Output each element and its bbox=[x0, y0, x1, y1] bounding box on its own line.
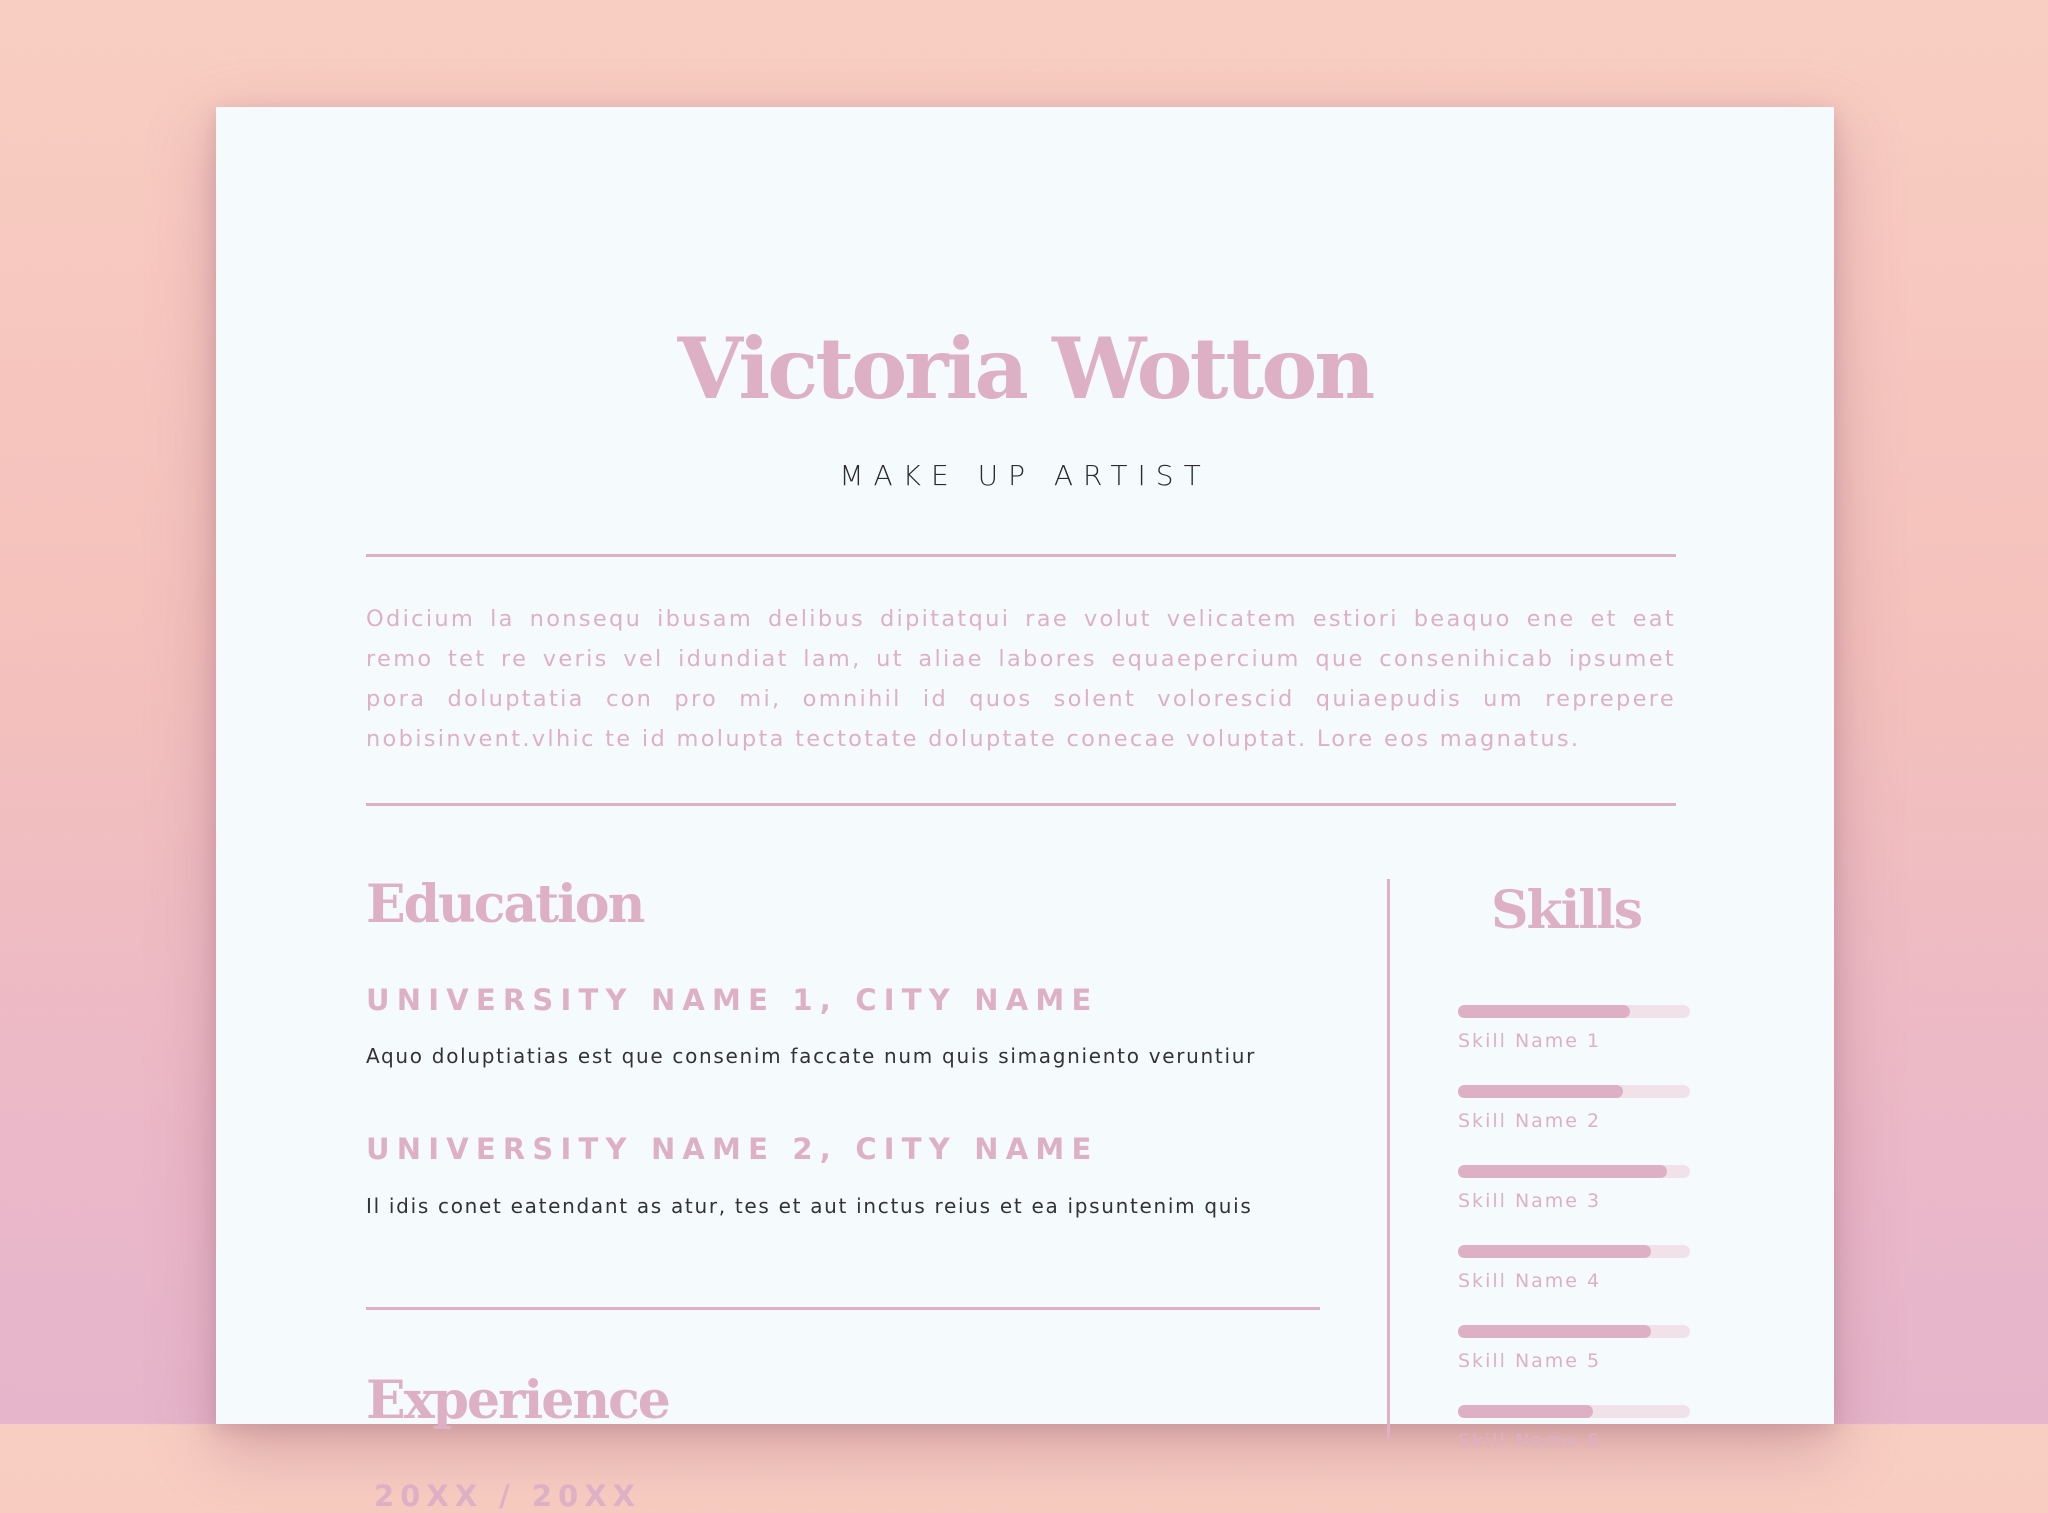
skill-bar-track bbox=[1458, 1325, 1690, 1338]
skill-bar-fill bbox=[1458, 1085, 1623, 1098]
education-heading: Education bbox=[366, 874, 644, 935]
divider-education bbox=[366, 1307, 1320, 1310]
education-description-1: Aquo doluptiatias est que consenim faccate num quis simagniento veruntiur bbox=[366, 1044, 1257, 1068]
skill-bar-track bbox=[1458, 1165, 1690, 1178]
skill-bar-fill bbox=[1458, 1405, 1593, 1418]
skill-label: Skill Name 5 bbox=[1458, 1350, 1602, 1372]
experience-years: 20XX / 20XX bbox=[374, 1479, 641, 1513]
experience-heading: Experience bbox=[366, 1370, 669, 1431]
column-divider bbox=[1387, 879, 1390, 1439]
skill-item bbox=[1458, 1085, 1690, 1165]
skill-item bbox=[1458, 1325, 1690, 1405]
skill-bar-fill bbox=[1458, 1245, 1651, 1258]
education-school-2: UNIVERSITY NAME 2, CITY NAME bbox=[366, 1132, 1099, 1166]
skill-item bbox=[1458, 1405, 1690, 1485]
skill-bar-track bbox=[1458, 1005, 1690, 1018]
skill-label: Skill Name 6 bbox=[1458, 1430, 1602, 1452]
skill-bar-track bbox=[1458, 1405, 1690, 1418]
job-title: MAKE UP ARTIST bbox=[839, 459, 1211, 492]
divider-summary bbox=[366, 803, 1676, 806]
skill-label: Skill Name 1 bbox=[1458, 1030, 1602, 1052]
skills-heading: Skills bbox=[1490, 880, 1642, 941]
education-school-1: UNIVERSITY NAME 1, CITY NAME bbox=[366, 983, 1099, 1017]
education-description-2: Il idis conet eatendant as atur, tes et aut inctus reius et ea ipsuntenim quis bbox=[366, 1194, 1253, 1218]
skill-item bbox=[1458, 1165, 1690, 1245]
skill-bar-fill bbox=[1458, 1165, 1667, 1178]
skill-item bbox=[1458, 1005, 1690, 1085]
skill-item bbox=[1458, 1245, 1690, 1325]
skill-label: Skill Name 3 bbox=[1458, 1190, 1602, 1212]
resume-name: Victoria Wotton bbox=[677, 319, 1373, 418]
skill-label: Skill Name 4 bbox=[1458, 1270, 1602, 1292]
skill-bar-fill bbox=[1458, 1325, 1651, 1338]
skill-label: Skill Name 2 bbox=[1458, 1110, 1602, 1132]
skill-bar-fill bbox=[1458, 1005, 1630, 1018]
resume-sheet bbox=[216, 107, 1834, 1513]
skills-list bbox=[1458, 1005, 1690, 1485]
divider-top bbox=[366, 554, 1676, 557]
skill-bar-track bbox=[1458, 1245, 1690, 1258]
skill-bar-track bbox=[1458, 1085, 1690, 1098]
summary-paragraph: Odicium la nonsequ ibusam delibus dipitatqui rae volut velicatem estiori beaquo ene et eat remo tet re veris vel idundiat lam, ut aliae labores equaepercium que consenihicab ipsumet pora doluptatia con pro mi, omnihil id quos solent volorescid quiaepudis um reprepere nobisinvent.vlhic te id molupta tectotate doluptate conecae voluptat. Lore eos magnatus. bbox=[366, 606, 1676, 752]
